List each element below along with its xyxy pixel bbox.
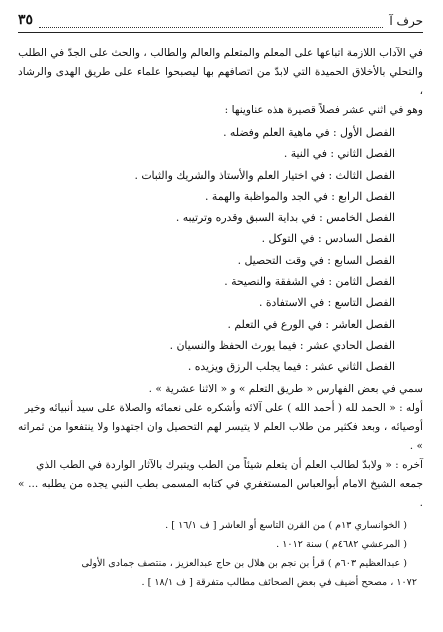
running-title: حرف آ — [389, 14, 423, 28]
chapter-item: الفصل الثالث : في اختيار العلم والأستاذ والشريك والثبات . — [134, 168, 395, 182]
chapter-item: الفصل الثاني : في النية . — [283, 147, 395, 161]
reference-item: ١٠٧٢ ، مصحح أضيف في بعض الصحائف مطالب متفرقة [ ف ١٨/١ ] . — [141, 576, 417, 588]
page-header — [18, 8, 423, 33]
reference-item: ( الخوانساري ١٣م ) من القرن التاسع أو العاشر [ ف ١٦/١ ] . — [165, 519, 407, 531]
manuscript-references — [18, 517, 423, 591]
header-leader-dots — [39, 19, 383, 28]
chapter-list — [18, 122, 423, 378]
chapter-item: الفصل الرابع : في الجد والمواظبة والهمة . — [205, 189, 395, 203]
chapter-item: الفصل التاسع : في الاستفادة . — [259, 296, 395, 310]
chapter-item: الفصل الثامن : في الشفقة والنصيحة . — [224, 275, 395, 289]
chapter-item: الفصل الحادي عشر : فيما يورث الحفظ والنسيان . — [169, 338, 395, 352]
reference-item: ( عبدالعظيم ٦٠٣م ) قرأ بن نجم بن هلال بن حاج عبدالعزيز ، منتصف جمادى الأولى — [81, 557, 407, 569]
explicit-line-1: آخره : « ولابدّ لطالب العلم أن يتعلم شيئاً من الطب ويتبرك بالآثار الواردة في الطب الذي — [36, 458, 423, 471]
page-number: ٣٥ — [18, 12, 34, 28]
intro-line-3: وهو في اثني عشر فصلاً قصيرة هذه عناوينها : — [224, 104, 423, 116]
chapter-item: الفصل الأول : في ماهية العلم وفضله . — [223, 126, 395, 139]
alternate-names: سمي في بعض الفهارس « طريق التعلم » و « الاثنا عشرية » . — [148, 382, 423, 395]
explicit-line-2: جمعه الشيخ الامام أبوالعباس المستغفري في كتابه المسمى بطب النبي يجده من يطلبه ... » . — [18, 477, 423, 509]
chapter-item: الفصل العاشر : في الورع في التعلم . — [227, 317, 395, 331]
chapter-item: الفصل السابع : في وقت التحصيل . — [237, 253, 395, 267]
page-body — [18, 44, 423, 593]
incipit-line-1: أوله : « الحمد لله ( أحمد الله ) على آلائه وأشكره على نعمائه والصلاة على سيد أنبيائه وخير — [24, 401, 423, 414]
chapter-item: الفصل الثاني عشر : فيما يجلب الرزق ويزيده . — [187, 360, 395, 374]
reference-item: ( المرعشي ٤٦٨٢م ) سنة ١٠١٢ . — [276, 538, 407, 550]
chapter-item: الفصل السادس : في التوكل . — [261, 232, 395, 246]
intro-line-1: في الآداب اللازمة اتباعها على المعلم والمتعلم والعالم والطالب ، والحث على الجدّ في الطلب — [18, 47, 423, 59]
incipit-line-2: أوصيائه ، وبعد فكثير من طلاب العلم لا يتيسر لهم التحصيل وان اجتهدوا ولا ينتفعوا من ثمراته » . — [18, 420, 423, 452]
intro-line-2: والتحلي بالأخلاق الحميدة التي لابدّ من اتصافهم بها ليصبحوا علماء على طريق الهدى والرشاد ، — [18, 66, 423, 97]
chapter-item: الفصل الخامس : في بداية السبق وقدره وترتيبه . — [175, 211, 395, 225]
